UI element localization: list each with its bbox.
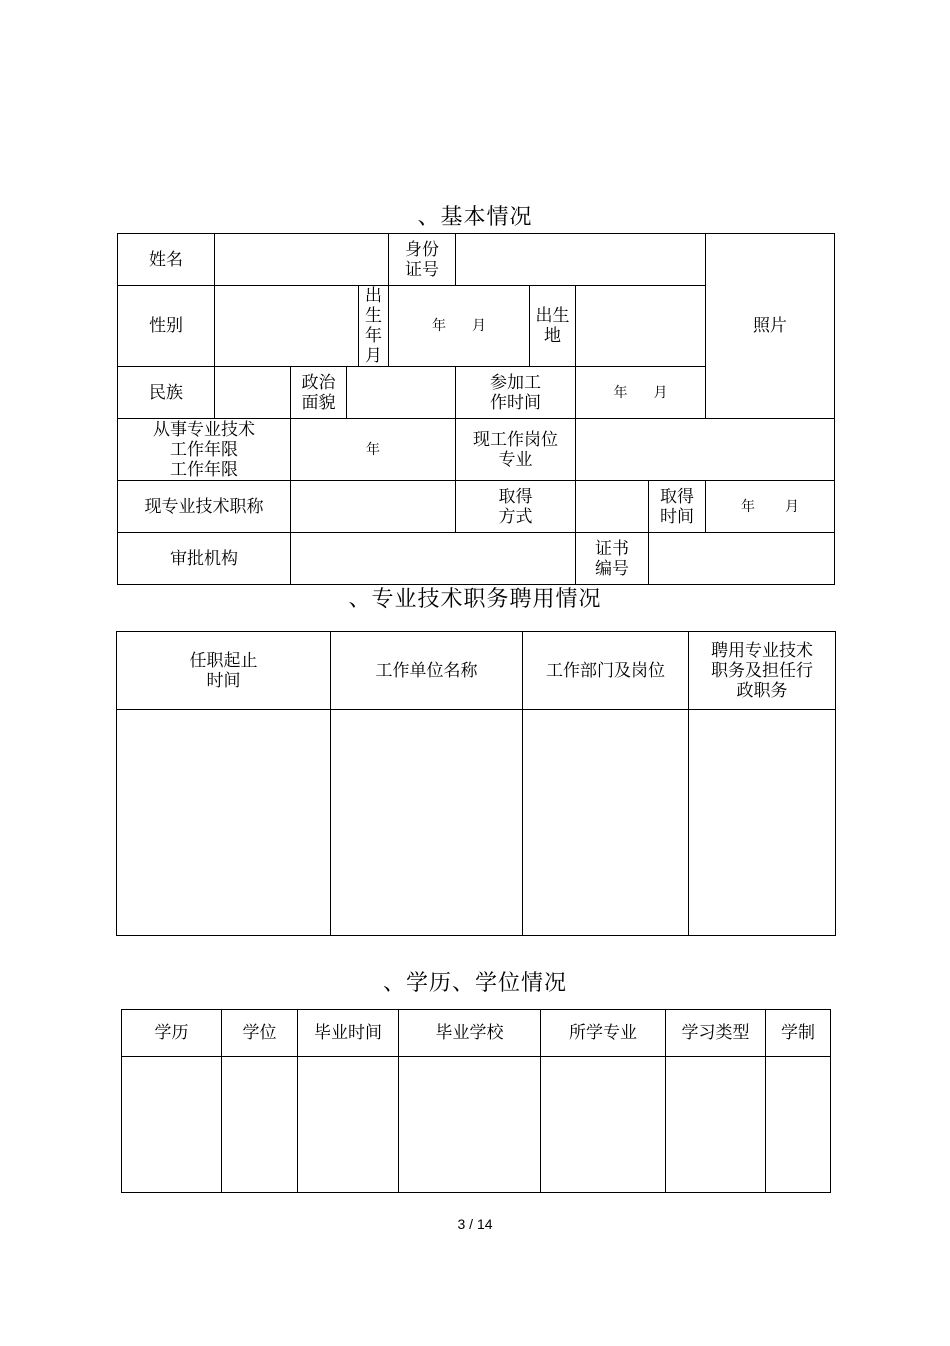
employment-cell[interactable]	[689, 710, 836, 936]
birthplace-field[interactable]	[576, 286, 706, 367]
id-field[interactable]	[456, 234, 706, 286]
section1-title: 、基本情况	[417, 205, 533, 230]
education-cell[interactable]	[666, 1057, 766, 1193]
current-title-label: 现专业技术职称	[118, 481, 291, 533]
education-table	[121, 1009, 831, 1193]
col-major: 所学专业	[541, 1010, 666, 1057]
birth-field[interactable]	[389, 286, 530, 367]
gender-field[interactable]	[215, 286, 359, 367]
page-number: 3 / 14	[457, 1216, 493, 1232]
current-major-field[interactable]	[576, 419, 835, 481]
col-graduation-time: 毕业时间	[298, 1010, 399, 1057]
work-start-field[interactable]	[576, 367, 706, 419]
current-major-label: 现工作岗位 专业	[456, 419, 576, 481]
current-title-field[interactable]	[291, 481, 456, 533]
obtain-year-text: 年	[741, 498, 755, 515]
employment-cell[interactable]	[117, 710, 331, 936]
section2-title: 、专业技术职务聘用情况	[348, 587, 602, 612]
col-department-post: 工作部门及岗位	[523, 632, 689, 710]
employment-table	[116, 631, 836, 936]
col-appointed-title: 聘用专业技术 职务及担任行 政职务	[689, 632, 836, 710]
col-tenure-period: 任职起止 时间	[117, 632, 331, 710]
birth-month-text: 月	[472, 318, 486, 334]
obtain-method-field[interactable]	[576, 481, 649, 533]
birth-year-text: 年	[432, 318, 446, 334]
education-cell[interactable]	[298, 1057, 399, 1193]
obtain-month-text: 月	[785, 498, 799, 515]
cert-no-field[interactable]	[649, 533, 835, 585]
employment-cell[interactable]	[523, 710, 689, 936]
birthplace-label: 出生地	[530, 286, 576, 367]
work-start-label: 参加工 作时间	[456, 367, 576, 419]
ethnicity-label: 民族	[118, 367, 215, 419]
col-school: 毕业学校	[399, 1010, 541, 1057]
obtain-time-field[interactable]	[706, 481, 835, 533]
col-duration: 学制	[766, 1010, 831, 1057]
col-degree: 学位	[222, 1010, 298, 1057]
photo-box[interactable]: 照片	[706, 234, 835, 419]
cert-no-label: 证书 编号	[576, 533, 649, 585]
obtain-time-label: 取得 时间	[649, 481, 706, 533]
pro-years-label: 从事专业技术 工作年限 工作年限	[118, 419, 291, 481]
ethnicity-field[interactable]	[215, 367, 291, 419]
education-cell[interactable]	[766, 1057, 831, 1193]
name-field[interactable]	[215, 234, 389, 286]
pro-years-field[interactable]	[291, 419, 456, 481]
birth-label: 出生 年月	[359, 286, 389, 367]
approval-label: 审批机构	[118, 533, 291, 585]
approval-field[interactable]	[291, 533, 576, 585]
work-start-year-text: 年	[613, 384, 628, 401]
section3-title: 、学历、学位情况	[382, 971, 567, 996]
employment-cell[interactable]	[331, 710, 523, 936]
education-cell[interactable]	[122, 1057, 222, 1193]
basic-info-table	[117, 233, 835, 585]
work-start-month-text: 月	[653, 384, 668, 401]
education-cell[interactable]	[541, 1057, 666, 1193]
gender-label: 性别	[118, 286, 215, 367]
col-study-type: 学习类型	[666, 1010, 766, 1057]
col-employer-name: 工作单位名称	[331, 632, 523, 710]
education-cell[interactable]	[222, 1057, 298, 1193]
obtain-method-label: 取得 方式	[456, 481, 576, 533]
name-label: 姓名	[118, 234, 215, 286]
political-label: 政治 面貌	[291, 367, 347, 419]
political-field[interactable]	[347, 367, 456, 419]
col-education: 学历	[122, 1010, 222, 1057]
pro-years-year-text: 年	[366, 441, 380, 458]
id-label: 身份 证号	[389, 234, 456, 286]
education-cell[interactable]	[399, 1057, 541, 1193]
